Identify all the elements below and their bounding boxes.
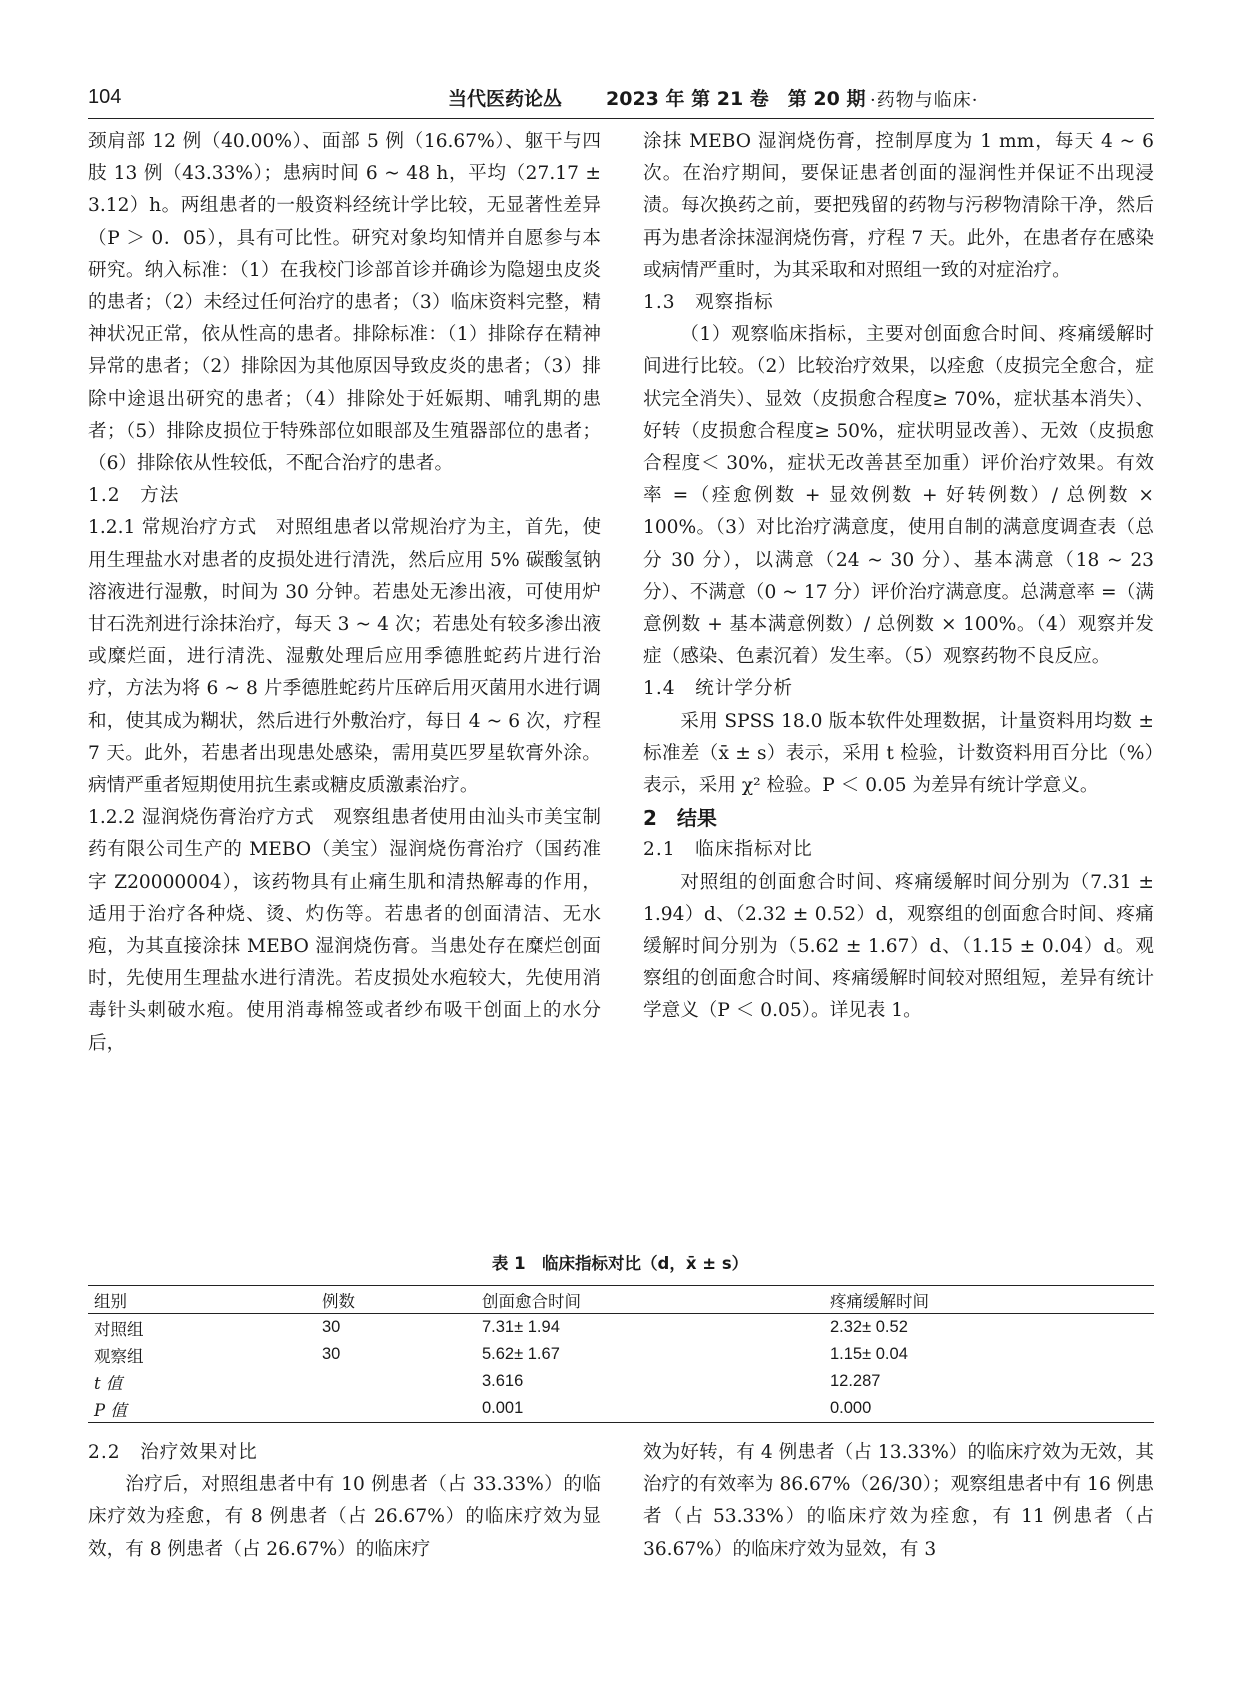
left-column	[88, 126, 601, 1060]
bottom-right-column	[643, 1437, 1154, 1566]
table-cell: 5.62± 1.67	[482, 1345, 560, 1363]
table-cell: 3.616	[482, 1372, 524, 1390]
table-row	[88, 1341, 1154, 1368]
paragraph-conventional-treatment: 1.2.1 常规治疗方式 对照组患者以常规治疗为主，首先，使用生理盐水对患者的皮损处进行清洗，然后应用 5% 碳酸氢钠溶液进行湿敷，时间为 30 分钟。若患处无渗出液，可使用炉甘石洗剂进行涂抹治疗，每天 3 ~ 4 次；若患处有较多渗出液或糜烂面，进行清洗、湿敷处理后应用季德胜蛇药片进行治疗，方法为将 6 ~ 8 片季德胜蛇药片压碎后用灭菌用水进行调和，使其成为糊状，然后进行外敷治疗，每日 4 ~ 6 次，疗程 7 天。此外，若患者出现患处感染，需用莫匹罗星软膏外涂。病情严重者短期使用抗生素或糖皮质激素治疗。	[88, 517, 601, 797]
table-cell: 7.31± 1.94	[482, 1318, 560, 1336]
table-header-cell: 创面愈合时间	[482, 1292, 581, 1311]
table-cell: t 值	[94, 1373, 123, 1393]
heading-clinical-indicators: 2.1 临床指标对比	[643, 839, 813, 861]
heading-treatment-effect: 2.2 治疗效果对比	[88, 1442, 258, 1463]
table-row	[88, 1395, 1154, 1423]
paragraph-clinical-indicators: 对照组的创面愈合时间、疼痛缓解时间分别为（7.31 ± 1.94）d、（2.32 ± 0.52）d，观察组的创面愈合时间、疼痛缓解时间分别为（5.62 ± 1.67）d、（1.15 ± 0.04）d。观察组的创面愈合时间、疼痛缓解时间较对照组短，差异有统计学意义（P ＜ 0.05）。详见表 1。	[643, 871, 1154, 1022]
table-cell	[316, 1368, 476, 1395]
page-header	[88, 84, 1154, 119]
heading-results: 2 结果	[643, 806, 717, 831]
table-cell: 30	[322, 1318, 341, 1336]
heading-methods: 1.2 方法	[88, 485, 180, 507]
table-cell: 1.15± 0.04	[830, 1345, 908, 1363]
table-cell: 12.287	[830, 1372, 881, 1390]
heading-observation: 1.3 观察指标	[643, 292, 774, 314]
journal-issue: 2023 年 第 21 卷 第 20 期	[606, 88, 866, 110]
section-name: ·药物与临床·	[870, 90, 979, 111]
clinical-indicator-table	[88, 1285, 1154, 1423]
right-column	[643, 126, 1154, 1028]
paragraph-mebo-continued: 涂抹 MEBO 湿润烧伤膏，控制厚度为 1 mm，每天 4 ~ 6 次。在治疗期间，要保证患者创面的湿润性并保证不出现浸渍。每次换药之前，要把残留的药物与污秽物清除干净，然后再为患者涂抹湿润烧伤膏，疗程 7 天。此外，在患者存在感染或病情严重时，为其采取和对照组一致的对症治疗。	[643, 131, 1154, 281]
table-row	[88, 1368, 1154, 1395]
paragraph-treatment-effect-continued: 效为好转，有 4 例患者（占 13.33%）的临床疗效为无效，其治疗的有效率为 86.67%（26/30）；观察组患者中有 16 例患者（占 53.33%）的临床疗效为痊愈，有 11 例患者（占 36.67%）的临床疗效为显效，有 3	[643, 1442, 1154, 1560]
paragraph-statistics: 采用 SPSS 18.0 版本软件处理数据，计量资料用均数 ± 标准差（x̄ ± s）表示，采用 t 检验，计数资料用百分比（%）表示，采用 χ² 检验。P ＜ 0.05 为差异有统计学意义。	[643, 710, 1154, 797]
table-cell: 观察组	[94, 1347, 144, 1366]
table-cell: 0.001	[482, 1399, 524, 1417]
table-cell: 对照组	[94, 1320, 144, 1339]
journal-name: 当代医药论丛	[448, 88, 563, 110]
table-cell: 2.32± 0.52	[830, 1318, 908, 1336]
table-header-row	[88, 1286, 1154, 1314]
table-header-cell: 组别	[94, 1292, 127, 1311]
table-cell: 30	[322, 1345, 341, 1363]
page-number: 104	[88, 86, 122, 108]
table-cell: P 值	[94, 1400, 127, 1420]
paragraph-observation: （1）观察临床指标，主要对创面愈合时间、疼痛缓解时间进行比较。（2）比较治疗效果，以痊愈（皮损完全愈合，症状完全消失）、显效（皮损愈合程度≥ 70%，症状基本消失）、好转（皮损愈合程度≥ 50%，症状明显改善）、无效（皮损愈合程度＜ 30%，症状无改善甚至加重）评价治疗效果。有效率 =（痊愈例数 + 显效例数 + 好转例数）/ 总例数 × 100%。（3）对比治疗满意度，使用自制的满意度调查表（总分 30 分），以满意（24 ~ 30 分）、基本满意（18 ~ 23 分）、不满意（0 ~ 17 分）评价治疗满意度。总满意率 =（满意例数 + 基本满意例数）/ 总例数 × 100%。（4）观察并发症（感染、色素沉着）发生率。（5）观察药物不良反应。	[643, 324, 1154, 668]
heading-statistics: 1.4 统计学分析	[643, 678, 794, 700]
table-caption: 表 1 临床指标对比（d，x̄ ± s）	[491, 1254, 749, 1273]
paragraph-treatment-effect: 治疗后，对照组患者中有 10 例患者（占 33.33%）的临床疗效为痊愈，有 8 例患者（占 26.67%）的临床疗效为显效，有 8 例患者（占 26.67%）的临床疗	[88, 1474, 601, 1560]
paragraph-mebo-treatment: 1.2.2 湿润烧伤膏治疗方式 观察组患者使用由汕头市美宝制药有限公司生产的 MEBO（美宝）湿润烧伤膏治疗（国药准字 Z20000004），该药物具有止痛生肌和清热解毒的作用，适用于治疗各种烧、烫、灼伤等。若患者的创面清洁、无水疱，为其直接涂抹 MEBO 湿润烧伤膏。当患处存在糜烂创面时，先使用生理盐水进行清洗。若皮损处水疱较大，先使用消毒针头刺破水疱。使用消毒棉签或者纱布吸干创面上的水分后，	[88, 807, 601, 1054]
table-header-cell: 例数	[322, 1292, 355, 1311]
bottom-left-column	[88, 1437, 601, 1566]
table-header-cell: 疼痛缓解时间	[830, 1292, 929, 1311]
paragraph-general-info: 颈肩部 12 例（40.00%）、面部 5 例（16.67%）、躯干与四肢 13 例（43.33%）；患病时间 6 ~ 48 h，平均（27.17 ± 3.12）h。两组患者的一般资料经统计学比较，无显著性差异（P ＞ 0．05），具有可比性。研究对象均知情并自愿参与本研究。纳入标准：（1）在我校门诊部首诊并确诊为隐翅虫皮炎的患者；（2）未经过任何治疗的患者；（3）临床资料完整，精神状况正常，依从性高的患者。排除标准：（1）排除存在精神异常的患者；（2）排除因为其他原因导致皮炎的患者；（3）排除中途退出研究的患者；（4）排除处于妊娠期、哺乳期的患者；（5）排除皮损位于特殊部位如眼部及生殖器部位的患者；（6）排除依从性较低，不配合治疗的患者。	[88, 131, 601, 475]
table-row	[88, 1314, 1154, 1342]
table-cell	[316, 1395, 476, 1423]
table-cell: 0.000	[830, 1399, 872, 1417]
